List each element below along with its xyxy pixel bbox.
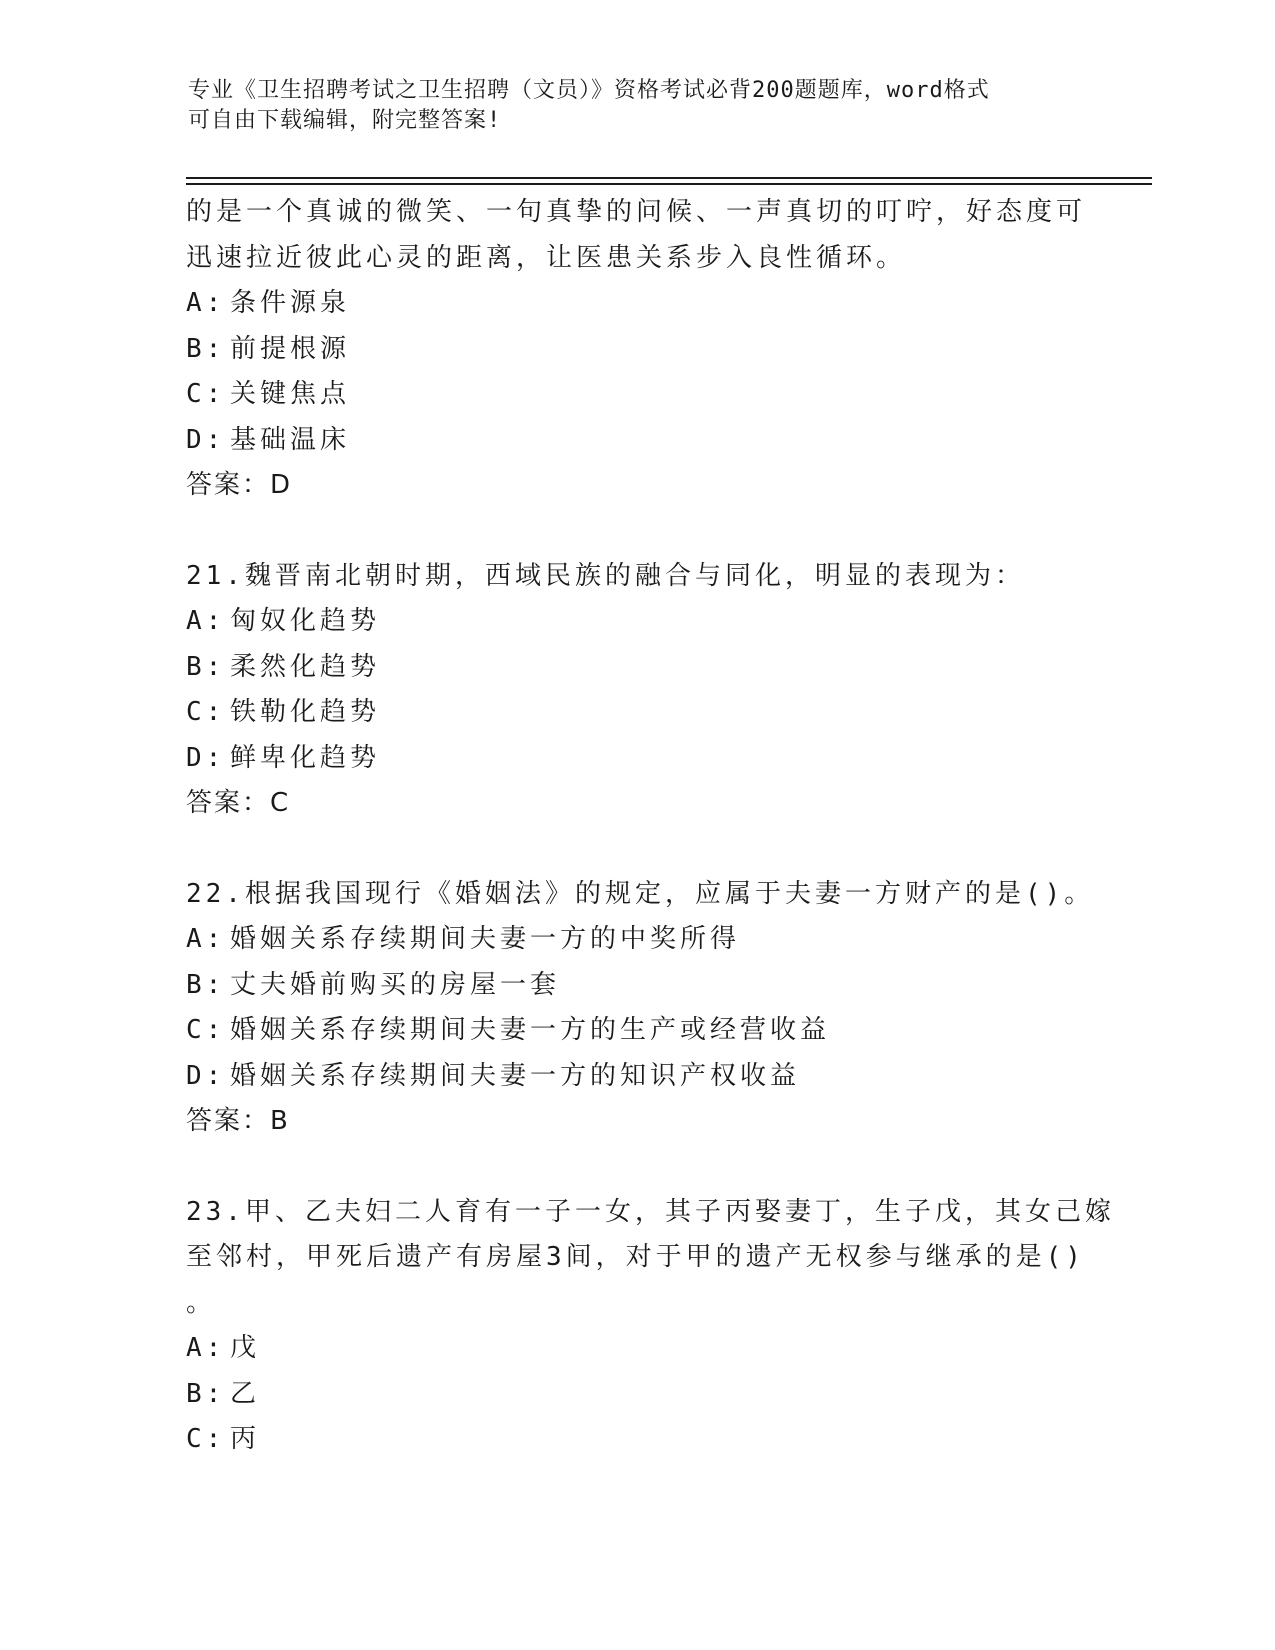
option-text: 前提根源 [230, 333, 351, 364]
option-label: B: [186, 969, 226, 1000]
question-text-line: 21.魏晋南北朝时期，西域民族的融合与同化，明显的表现为： [186, 560, 1025, 591]
option-text: 婚姻关系存续期间夫妻一方的生产或经营收益 [230, 1015, 831, 1045]
question-block-continued [186, 190, 1106, 509]
header-title-line-1: 专业《卫生招聘考试之卫生招聘（文员）》资格考试必背200题题库，word格式 [188, 78, 990, 103]
option-label: B: [186, 1378, 226, 1409]
option-d [186, 1054, 1106, 1100]
question-block-22 [186, 872, 1106, 1145]
option-c [186, 690, 1106, 736]
question-text-line: 迅速拉近彼此心灵的距离，让医患关系步入良性循环。 [186, 242, 907, 273]
option-label: B: [186, 333, 226, 364]
option-a [186, 917, 1106, 963]
spacer [186, 509, 1106, 554]
option-label: B: [186, 651, 226, 682]
option-b [186, 645, 1106, 691]
option-text: 柔然化趋势 [230, 651, 381, 682]
option-text: 婚姻关系存续期间夫妻一方的中奖所得 [230, 924, 741, 954]
question-block-23 [186, 1190, 1115, 1463]
option-a [186, 281, 1106, 327]
answer-line: 答案：B [186, 1106, 290, 1136]
spacer [186, 1145, 1106, 1190]
option-b [186, 327, 1106, 373]
header-divider-bottom [186, 183, 1152, 185]
option-label: C: [186, 1015, 226, 1045]
option-label: C: [186, 1424, 226, 1454]
question-text-line: 。 [186, 1287, 217, 1318]
answer-line: 答案：D [186, 470, 293, 500]
option-label: A: [186, 1333, 226, 1363]
option-label: A: [186, 924, 226, 954]
option-label: C: [186, 697, 226, 727]
option-label: C: [186, 379, 226, 409]
question-text-line: 23.甲、乙夫妇二人育有一子一女，其子丙娶妻丁，生子戊，其女己嫁 [186, 1196, 1115, 1227]
option-c [186, 1008, 1106, 1054]
document-header [188, 76, 1088, 136]
option-text: 丈夫婚前购买的房屋一套 [230, 969, 561, 1000]
option-text: 铁勒化趋势 [230, 697, 381, 727]
option-text: 匈奴化趋势 [230, 606, 381, 636]
spacer [186, 827, 1106, 872]
question-content [186, 190, 1115, 1463]
question-text-line: 的是一个真诚的微笑、一句真挚的问候、一声真切的叮咛，好态度可 [186, 197, 1087, 227]
option-label: A: [186, 288, 226, 318]
option-label: D: [186, 424, 226, 455]
option-d [186, 418, 1106, 464]
option-label: D: [186, 1060, 226, 1091]
option-text: 条件源泉 [230, 288, 351, 318]
option-label: D: [186, 742, 226, 773]
option-a [186, 599, 1106, 645]
option-b [186, 1372, 1106, 1418]
option-text: 鲜卑化趋势 [230, 742, 381, 773]
question-text-line: 至邻村，甲死后遗产有房屋3间，对于甲的遗产无权参与继承的是() [186, 1242, 1085, 1272]
option-label: A: [186, 606, 226, 636]
option-text: 关键焦点 [230, 379, 351, 409]
option-a [186, 1326, 1106, 1372]
option-text: 戊 [230, 1333, 261, 1363]
option-c [186, 372, 1106, 418]
option-text: 丙 [230, 1424, 261, 1454]
option-text: 婚姻关系存续期间夫妻一方的知识产权收益 [230, 1060, 801, 1091]
option-text: 乙 [230, 1378, 261, 1409]
question-text-line: 22.根据我国现行《婚姻法》的规定，应属于夫妻一方财产的是()。 [186, 878, 1095, 909]
option-d [186, 736, 1106, 782]
option-text: 基础温床 [230, 424, 351, 455]
header-divider-top [186, 177, 1152, 179]
answer-line: 答案：C [186, 788, 291, 818]
question-block-21 [186, 554, 1106, 827]
option-c [186, 1417, 1106, 1463]
option-b [186, 963, 1106, 1009]
header-title-line-2: 可自由下载编辑，附完整答案! [188, 108, 502, 133]
